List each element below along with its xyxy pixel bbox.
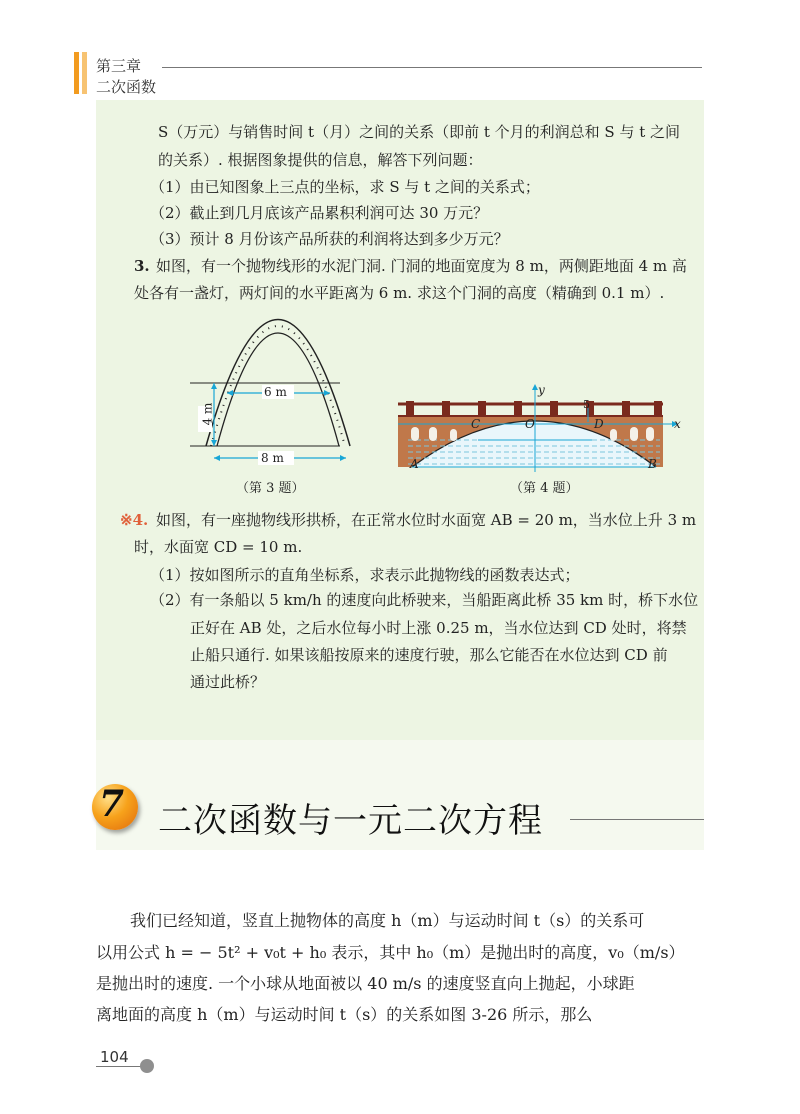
figure4-label-o: O bbox=[525, 417, 535, 431]
body-line4: 离地面的高度 h（m）与运动时间 t（s）的关系如图 3-26 所示，那么 bbox=[96, 1005, 593, 1024]
section-number: 7 bbox=[99, 783, 125, 825]
figure4-label-a: A bbox=[410, 457, 419, 471]
figure3-label-top: 6 m bbox=[264, 385, 287, 399]
exercise3-number: 3. bbox=[134, 257, 150, 275]
page-rule bbox=[96, 1066, 144, 1067]
exercise4-line2: 时，水面宽 CD = 10 m. bbox=[134, 538, 303, 556]
exercise4-q1: （1）按如图所示的直角坐标系，求表示此抛物线的函数表达式； bbox=[150, 566, 580, 584]
section-rule bbox=[570, 819, 704, 820]
exercise2-line1: S（万元）与销售时间 t（月）之间的关系（即前 t 个月的利润总和 S 与 t 之间 bbox=[158, 123, 681, 141]
exercise4-q2-line1: （2）有一条船以 5 km/h 的速度向此桥驶来，当船距离此桥 35 km 时，桥下水位 bbox=[150, 591, 699, 609]
figure3-caption: （第 3 题） bbox=[236, 481, 305, 496]
header-accent-bar bbox=[74, 52, 79, 94]
exercise2-q3: （3）预计 8 月份该产品所获的利润将达到多少万元？ bbox=[150, 230, 509, 248]
figure4-label-five: 5 bbox=[583, 398, 590, 411]
exercise2-q2: （2）截止到几月底该产品累积利润可达 30 万元？ bbox=[150, 204, 489, 222]
header-accent-bar-light bbox=[82, 52, 87, 94]
chapter-label: 第三章 bbox=[96, 57, 142, 75]
body-line1: 我们已经知道，竖直上抛物体的高度 h（m）与运动时间 t（s）的关系可 bbox=[130, 911, 645, 930]
body-line3: 是抛出时的速度. 一个小球从地面被以 40 m/s 的速度竖直向上抛起，小球距 bbox=[96, 974, 635, 993]
exercise3-line1: 如图，有一个抛物线形的水泥门洞. 门洞的地面宽度为 8 m，两侧距地面 4 m 高 bbox=[156, 257, 687, 275]
figure3-label-bottom: 8 m bbox=[261, 451, 284, 465]
figure4-label-d: D bbox=[594, 417, 604, 431]
exercise4-q2-line3: 止船只通行. 如果该船按原来的速度行驶，那么它能否在水位达到 CD 前 bbox=[190, 646, 668, 664]
figure3-label-side: 4 m bbox=[200, 402, 215, 426]
exercise4-line1: 如图，有一座抛物线形拱桥，在正常水位时水面宽 AB = 20 m，当水位上升 3 m bbox=[156, 511, 697, 529]
exercise2-q1: （1）由已知图象上三点的坐标，求 S 与 t 之间的关系式； bbox=[150, 178, 540, 196]
figure4-label-b: B bbox=[648, 457, 657, 471]
exercise4-q2-line2: 正好在 AB 处，之后水位每小时上涨 0.25 m，当水位达到 CD 处时，将禁 bbox=[190, 619, 687, 637]
figure4-label-y: y bbox=[538, 383, 545, 397]
exercise4-q2-line4: 通过此桥？ bbox=[190, 673, 266, 691]
page-number: 104 bbox=[100, 1048, 129, 1066]
figure4-label-c: C bbox=[471, 417, 481, 431]
page-dot bbox=[140, 1059, 154, 1073]
chapter-subtitle: 二次函数 bbox=[96, 78, 157, 96]
figure4-caption: （第 4 题） bbox=[510, 481, 579, 496]
figure4-label-x: x bbox=[674, 417, 681, 431]
exercise4-mark: ※4. bbox=[120, 511, 149, 529]
body-line2: 以用公式 h = − 5t² + v₀t + h₀ 表示，其中 h₀（m）是抛出时的高度，v₀（m/s） bbox=[96, 943, 685, 962]
header-rule bbox=[162, 67, 702, 68]
exercise3-line2: 处各有一盏灯，两灯间的水平距离为 6 m. 求这个门洞的高度（精确到 0.1 m）. bbox=[134, 284, 665, 302]
exercise2-line2: 的关系）. 根据图象提供的信息，解答下列问题： bbox=[158, 151, 483, 169]
section-title: 二次函数与一元二次方程 bbox=[158, 801, 543, 841]
